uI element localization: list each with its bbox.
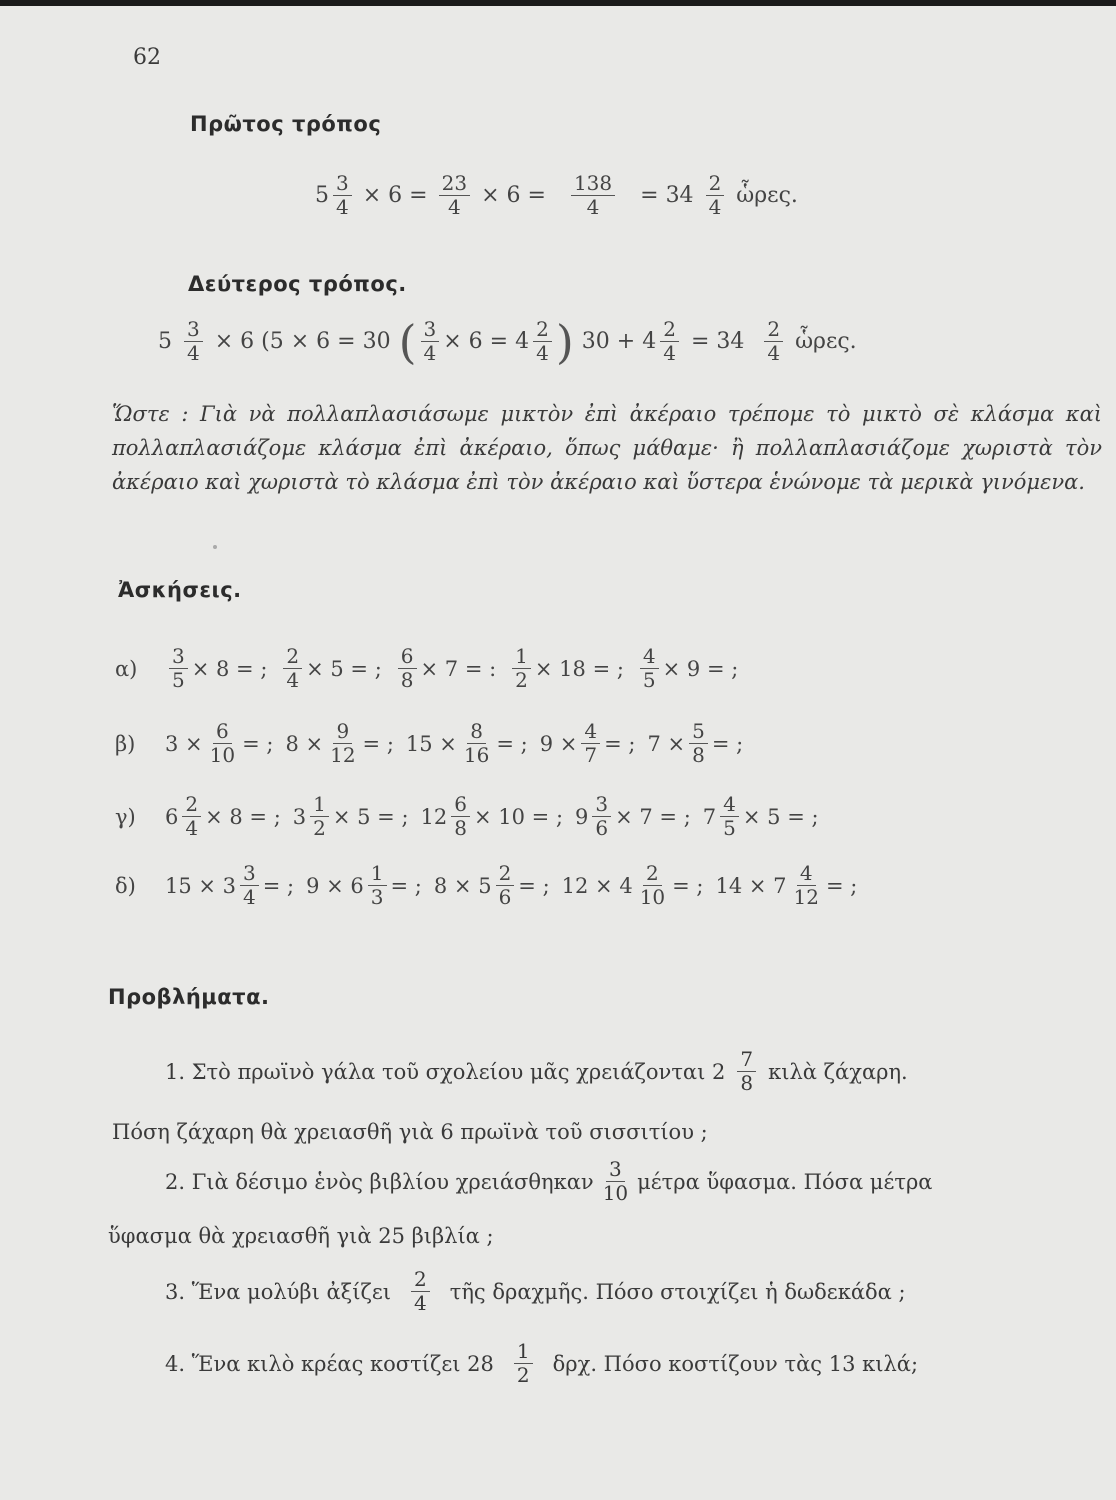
exercise-item — [434, 862, 550, 909]
exercise-row — [115, 862, 869, 909]
exercise-item — [165, 645, 267, 692]
exercise-whole: 6 — [165, 804, 179, 829]
fraction: $\frac{1}{2}$ — [512, 645, 531, 692]
exercise-rest: × 8 = ; — [205, 804, 281, 829]
exercise-rest: × 7 = ; — [615, 804, 691, 829]
mixed-whole: 5 — [158, 329, 172, 354]
exercise-whole: 3 — [292, 804, 307, 829]
problem-3 — [165, 1268, 906, 1315]
exercise-rest: × 8 = ; — [191, 656, 268, 681]
problem-1-line-2: Πόση ζάχαρη θὰ χρειασθῆ γιὰ 6 πρωϊνὰ τοῦ σισσιτίου ; — [112, 1120, 708, 1144]
fraction: $\frac{2}{6}$ — [496, 862, 515, 909]
fraction: $\frac{6}{10}$ — [209, 719, 236, 767]
problem-1-line-1 — [165, 1048, 908, 1095]
equals-sign: = — [527, 183, 546, 208]
fraction: $\frac{3}{5}$ — [169, 645, 188, 692]
exercise-item — [306, 862, 422, 909]
fraction: $\frac{2}{4}$ — [533, 318, 552, 365]
fraction: $\frac{1}{3}$ — [368, 862, 387, 909]
exercise-label: γ) — [115, 804, 136, 829]
fraction: $\frac{138}{4}$ — [571, 172, 615, 219]
scan-speck — [213, 545, 217, 549]
exercise-whole: 9 — [575, 804, 589, 829]
times-sign: × — [362, 183, 382, 208]
fraction: $\frac{3}{4}$ — [240, 862, 259, 909]
problem-text: κιλὰ ζάχαρη. — [768, 1059, 908, 1084]
fraction: $\frac{5}{8}$ — [689, 720, 708, 767]
fraction: $\frac{2}{4}$ — [283, 645, 302, 692]
problem-text: 1. Στὸ πρωϊνὸ γάλα τοῦ σχολείου μᾶς χρειάζονται 2 — [165, 1059, 726, 1084]
exercise-label: α) — [115, 656, 138, 681]
exercise-item — [165, 720, 273, 767]
equals-sign: = — [640, 183, 659, 208]
exercise-item — [716, 862, 858, 909]
fraction: $\frac{6}{8}$ — [451, 793, 470, 840]
exercise-item — [293, 793, 409, 840]
times-sign: × — [481, 183, 500, 208]
problem-text: 2. Γιὰ δέσιμο ἑνὸς βιβλίου χρειάσθηκαν — [165, 1169, 594, 1194]
exercise-rest: × 5 = ; — [306, 656, 382, 681]
unit-hours: ὧρες. — [736, 183, 798, 208]
problem-2-line-1 — [165, 1158, 932, 1205]
fraction: $\frac{3}{10}$ — [602, 1157, 629, 1205]
exercise-whole: 9 × — [539, 731, 578, 756]
first-method-heading: Πρῶτος τρόπος — [190, 112, 382, 136]
exercise-whole: 14 × 7 — [715, 873, 787, 898]
problem-text: 4. Ἕνα κιλὸ κρέας κοστίζει 28 — [165, 1351, 494, 1376]
fraction: $\frac{23}{4}$ — [439, 172, 470, 219]
scan-top-edge — [0, 0, 1116, 6]
problem-text: τῆς δραχμῆς. Πόσο στοιχίζει ἡ δωδεκάδα ; — [449, 1279, 906, 1304]
exercise-rest: = ; — [262, 873, 295, 898]
exercise-rest: = ; — [711, 731, 744, 756]
exercise-rest: = ; — [604, 731, 636, 756]
exercise-rest: × 5 = ; — [742, 804, 819, 829]
exercise-rest: = ; — [518, 873, 550, 898]
fraction: $\frac{3}{4}$ — [184, 318, 203, 365]
exercise-rest: × 5 = ; — [332, 804, 409, 829]
equals-sign: = — [409, 183, 428, 208]
problem-text: δρχ. Πόσο κοστίζουν τὰς 13 κιλά; — [552, 1351, 919, 1376]
exercise-whole: 8 × 5 — [433, 873, 492, 898]
exercise-item — [394, 645, 496, 692]
fraction: $\frac{2}{4}$ — [660, 318, 679, 365]
exercise-rest: = ; — [242, 731, 274, 756]
exercise-whole: 8 × — [285, 731, 324, 756]
exercise-rest: = ; — [825, 873, 858, 898]
page-number: 62 — [133, 45, 161, 70]
exercise-item — [647, 720, 743, 767]
mixed-whole: 5 — [315, 183, 329, 208]
inner-product: × 6 = 4 — [443, 329, 530, 354]
exercise-item — [636, 645, 738, 692]
fraction: $\frac{4}{12}$ — [793, 861, 819, 909]
exercise-item — [421, 793, 563, 840]
exercise-rest: = ; — [496, 731, 528, 756]
exercises-heading: Ἀσκήσεις. — [118, 578, 242, 602]
exercise-row — [115, 793, 831, 840]
result-whole: = 34 — [690, 329, 745, 354]
exercise-whole: 3 × — [165, 731, 203, 756]
fraction: $\frac{3}{6}$ — [592, 793, 611, 840]
exercise-rest: × 7 = : — [420, 656, 497, 681]
exercise-item — [703, 793, 819, 840]
exercise-item — [406, 720, 528, 767]
paren-close: ) — [555, 314, 574, 369]
exercise-item — [285, 720, 393, 767]
exercise-item — [508, 645, 624, 692]
paren-open: ( — [398, 314, 417, 369]
exercise-item — [575, 793, 691, 840]
exercise-label: β) — [115, 731, 136, 756]
exercise-item — [165, 793, 281, 840]
problem-text: 3. Ἕνα μολύβι ἀξίζει — [165, 1279, 391, 1304]
fraction: $\frac{4}{5}$ — [640, 645, 659, 692]
exercise-item — [279, 645, 381, 692]
exercise-whole: 9 × 6 — [306, 873, 364, 898]
sum: 30 + 4 — [581, 329, 657, 354]
fraction: $\frac{9}{12}$ — [330, 719, 356, 767]
exercise-whole: 7 × — [647, 731, 686, 756]
fraction: $\frac{2}{4}$ — [411, 1268, 430, 1315]
fraction: $\frac{7}{8}$ — [737, 1048, 756, 1095]
result-whole: 34 — [665, 183, 694, 208]
multiplier: 6 — [506, 183, 521, 208]
fraction: $\frac{4}{7}$ — [581, 720, 600, 767]
fraction: $\frac{3}{4}$ — [421, 318, 440, 365]
exercise-rest: = ; — [390, 873, 422, 898]
exercise-whole: 7 — [702, 804, 717, 829]
partial-product: × 6 (5 × 6 = 30 — [214, 329, 391, 354]
fraction: $\frac{4}{5}$ — [720, 793, 739, 840]
exercise-whole: 15 × 3 — [165, 873, 237, 898]
exercise-row — [115, 720, 755, 767]
fraction: $\frac{8}{16}$ — [463, 719, 490, 767]
fraction: $\frac{3}{4}$ — [333, 172, 352, 219]
exercise-whole: 12 — [420, 804, 448, 829]
exercise-whole: 12 × 4 — [561, 873, 633, 898]
exercise-item — [165, 862, 294, 909]
unit-hours: ὧρες. — [795, 329, 857, 354]
fraction: $\frac{2}{10}$ — [639, 861, 666, 909]
fraction: $\frac{2}{4}$ — [182, 793, 201, 840]
second-method-equation — [158, 314, 857, 369]
fraction: $\frac{2}{4}$ — [764, 318, 783, 365]
exercise-rest: × 9 = ; — [662, 656, 739, 681]
problem-2-line-2: ὕφασμα θὰ χρειασθῆ γιὰ 25 βιβλία ; — [108, 1224, 494, 1248]
fraction: $\frac{1}{2}$ — [514, 1340, 533, 1387]
exercise-whole: 15 × — [405, 731, 457, 756]
multiplier: 6 — [388, 183, 403, 208]
first-method-equation — [315, 172, 798, 219]
fraction: $\frac{2}{4}$ — [706, 172, 725, 219]
exercise-item — [562, 862, 704, 909]
problem-text: μέτρα ὕφασμα. Πόσα μέτρα — [637, 1169, 933, 1194]
problem-4 — [165, 1340, 918, 1387]
second-method-heading: Δεύτερος τρόπος. — [188, 272, 407, 296]
exercise-row — [115, 645, 750, 692]
rule-note: Ὥστε : Γιὰ νὰ πολλαπλασιάσωμε μικτὸν ἐπὶ ἀκέραιο τρέπομε τὸ μικτὸ σὲ κλάσμα καὶ πολλαπλασιάζομε κλάσμα ἐπὶ ἀκέραιο, ὅπως μάθαμε· ἢ πολλαπλασιάζομε χωριστὰ τὸν ἀκέραιο καὶ χωριστὰ τὸ κλάσμα ἐπὶ τὸν ἀκέραιο καὶ ὕστερα ἑνώνομε τὰ μερικὰ γινόμενα. — [112, 402, 1102, 494]
fraction: $\frac{6}{8}$ — [398, 645, 417, 692]
exercise-rest: = ; — [362, 731, 394, 756]
exercise-item — [540, 720, 636, 767]
exercise-label: δ) — [115, 873, 136, 898]
problems-heading: Προβλήματα. — [108, 985, 270, 1009]
exercise-rest: = ; — [672, 873, 704, 898]
exercise-rest: × 18 = ; — [534, 656, 624, 681]
exercise-rest: × 10 = ; — [474, 804, 564, 829]
fraction: $\frac{1}{2}$ — [310, 793, 329, 840]
